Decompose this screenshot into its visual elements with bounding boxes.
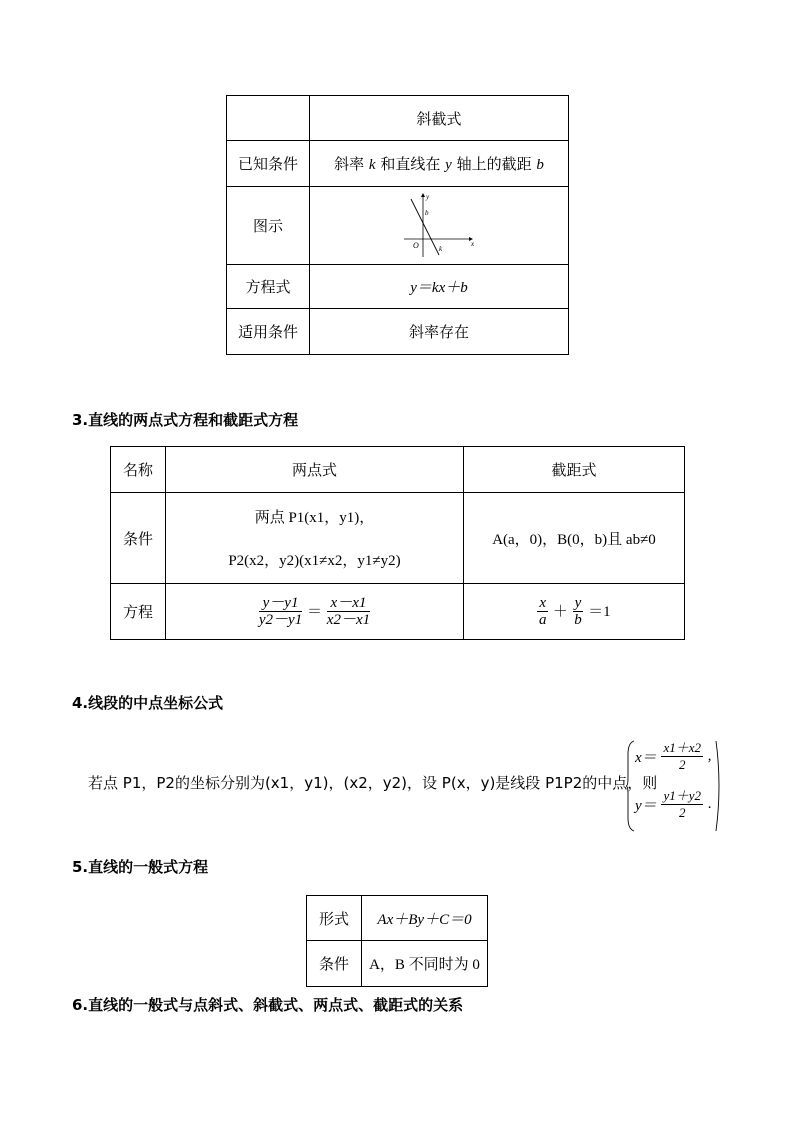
section3-heading: 3.直线的两点式方程和截距式方程 (72, 411, 299, 429)
midpoint-system (626, 738, 726, 834)
table2-label-conditions: 条件 (111, 493, 166, 584)
midpoint-x-equation: x＝ $\frac{x1+x2}{2}$ , (635, 740, 712, 772)
midpoint-y-equation: y＝ $\frac{y1+y2}{2}$ . (635, 788, 712, 820)
two-point-condition-line2: P2(x2，y2)(x1≠x2，y1≠y2) (228, 553, 401, 569)
midpoint-text: 若点 P1，P2的坐标分别为(x1，y1)，(x2，y2)，设 P(x，y)是线段 P1P2的中点，则 (88, 774, 658, 792)
table1-label-equation: 方程式 (227, 265, 310, 309)
diagram-origin-label: O (413, 240, 419, 250)
general-value-form: Ax＋By＋C＝0 (362, 896, 488, 941)
two-point-condition-line1: 两点 P1(x1，y1)， (254, 510, 375, 526)
section6-heading: 6.直线的一般式与点斜式、斜截式、两点式、截距式的关系 (72, 996, 464, 1014)
two-point-frac-right: $\frac{x-x1}{x2-x1}$ (326, 595, 371, 628)
table2-two-point-equation: $\frac{y-y1}{y2-y1}$ ＝ $\frac{x-x1}{x2-x1}$ (166, 584, 464, 640)
table1-diagram-cell (310, 187, 569, 265)
table1-label-applicable: 适用条件 (227, 309, 310, 355)
diagram-b-label: b (425, 208, 429, 217)
general-form-table (306, 895, 488, 987)
intercept-frac-x: $\frac{x}{a}$ (538, 595, 547, 628)
general-label-form: 形式 (307, 896, 362, 941)
table2-header-two-point: 两点式 (166, 447, 464, 493)
line-diagram (399, 191, 479, 261)
slope-intercept-table (226, 95, 569, 355)
section5-heading: 5.直线的一般式方程 (72, 858, 209, 876)
table1-label-conditions: 已知条件 (227, 141, 310, 187)
general-label-condition: 条件 (307, 941, 362, 987)
intercept-frac-y: $\frac{y}{b}$ (574, 595, 582, 628)
two-point-intercept-table (110, 446, 685, 640)
table1-label-diagram: 图示 (227, 187, 310, 265)
section4-heading: 4.线段的中点坐标公式 (72, 694, 224, 712)
diagram-y-label: y (426, 192, 430, 201)
table1-value-equation: y＝kx＋b (310, 265, 569, 309)
table2-intercept-equation: $\frac{x}{a}$ ＋ $\frac{y}{b}$ ＝1 (464, 584, 685, 640)
diagram-k-label: k (439, 244, 443, 253)
table1-value-conditions: 斜率 k 和直线在 y 轴上的截距 b (310, 141, 569, 187)
table1-value-applicable: 斜率存在 (310, 309, 569, 355)
diagram-x-label: x (471, 239, 475, 248)
general-value-condition: A，B 不同时为 0 (362, 941, 488, 987)
table2-label-equation: 方程 (111, 584, 166, 640)
table1-header: 斜截式 (310, 96, 569, 141)
table2-two-point-conditions (166, 493, 464, 584)
two-point-frac-left: $\frac{y-y1}{y2-y1}$ (258, 595, 303, 628)
table2-intercept-conditions: A(a，0)，B(0，b)且 ab≠0 (464, 493, 685, 584)
table2-header-intercept: 截距式 (464, 447, 685, 493)
table2-header-name: 名称 (111, 447, 166, 493)
table1-corner-cell (227, 96, 310, 141)
right-paren-icon (714, 740, 724, 832)
